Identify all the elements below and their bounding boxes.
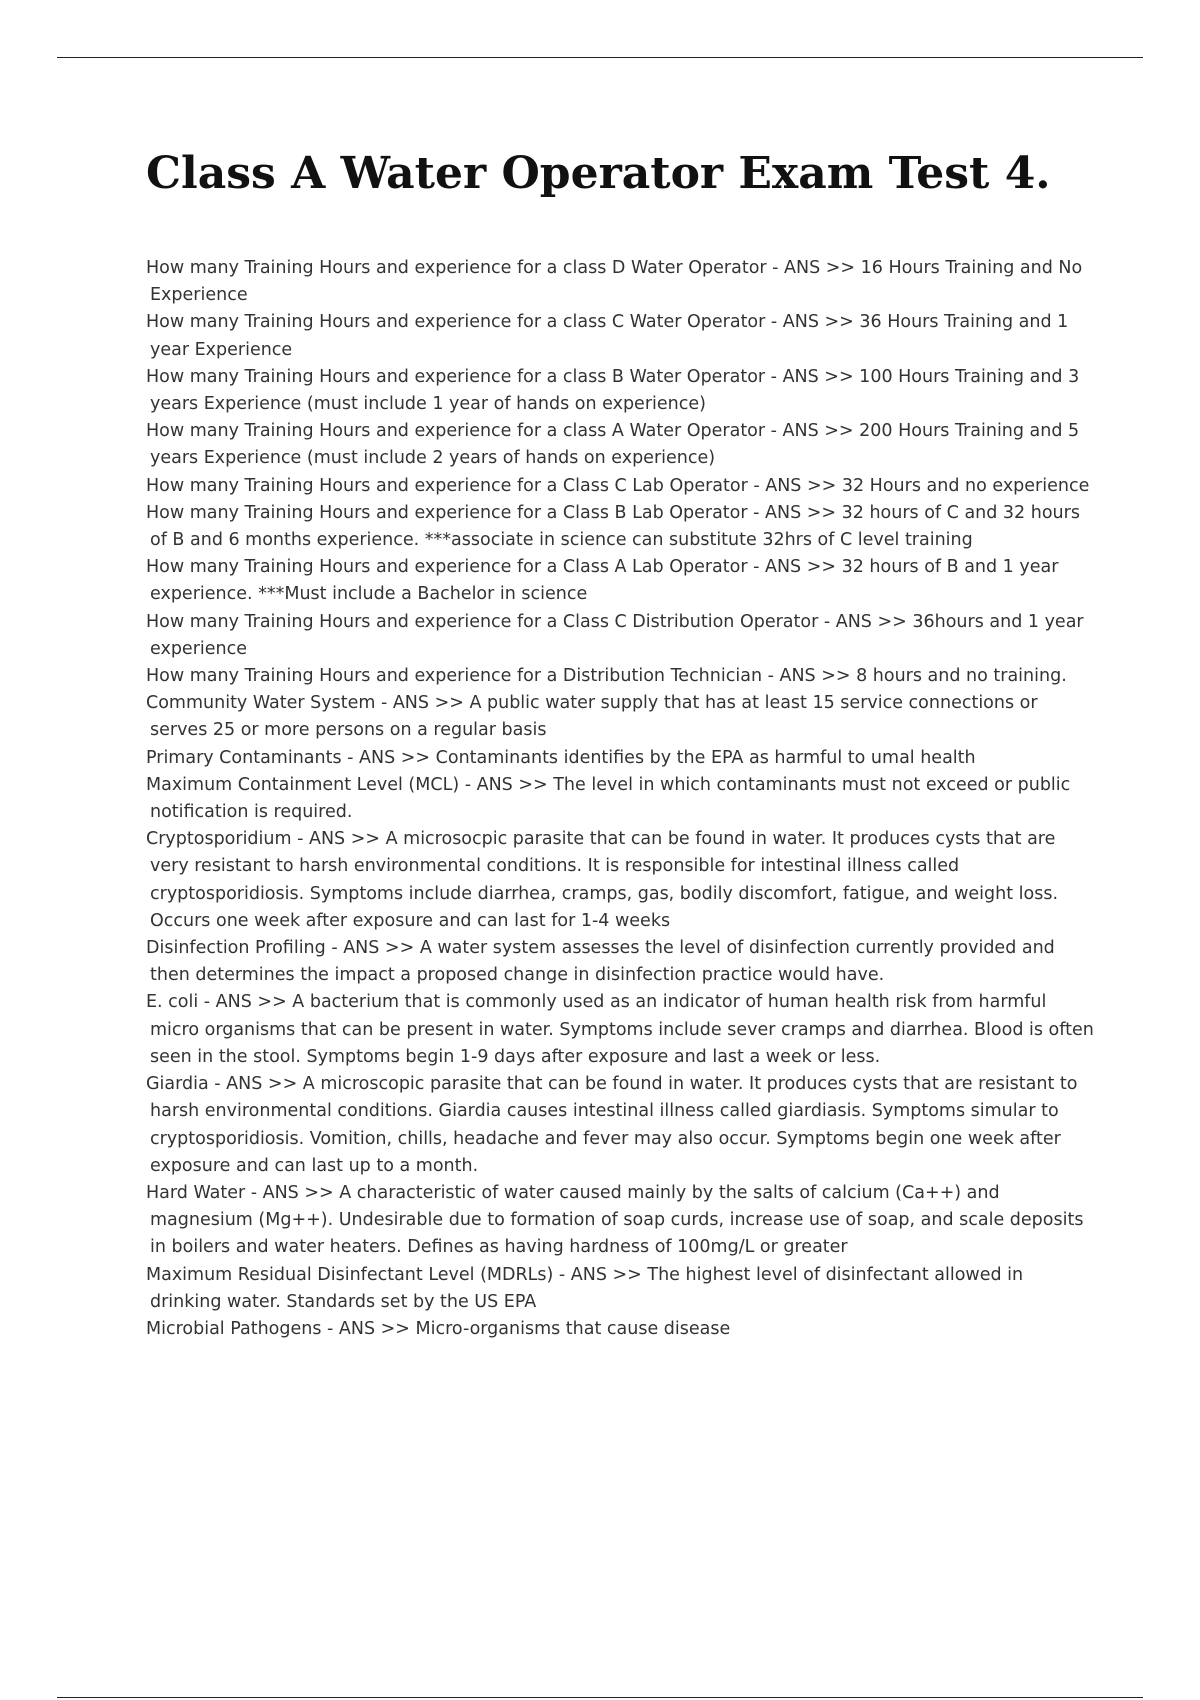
qa-entry: E. coli - ANS >> A bacterium that is commonly used as an indicator of human health risk from harmful micro organisms that can be present in water. Symptoms include sever cramps and diarrhea. Blood is often seen in the stool. Symptoms begin 1-9 days after exposure and last a week or less.	[146, 992, 1094, 1067]
qa-entry: Microbial Pathogens - ANS >> Micro-organisms that cause disease	[146, 1318, 731, 1339]
qa-entry: Community Water System - ANS >> A public water supply that has at least 15 service connections or serves 25 or more persons on a regular basis	[146, 693, 1038, 741]
qa-list	[146, 255, 1096, 1343]
qa-entry: How many Training Hours and experience for a Class B Lab Operator - ANS >> 32 hours of C and 32 hours of B and 6 months experience. ***associate in science can substitute 32hrs of C level training	[146, 502, 1080, 551]
qa-entry: How many Training Hours and experience for a class B Water Operator - ANS >> 100 Hours Training and 3 years Experience (must include 1 year of hands on experience)	[146, 366, 1080, 415]
qa-entry: How many Training Hours and experience for a Class A Lab Operator - ANS >> 32 hours of B and 1 year experience. ***Must include a Bachelor in science	[146, 557, 1059, 605]
page-title: Class A Water Operator Exam Test 4.	[146, 148, 1051, 199]
qa-entry: Hard Water - ANS >> A characteristic of water caused mainly by the salts of calcium (Ca++) and magnesium (Mg++). Undesirable due to formation of soap curds, increase use of soap, and scale deposits in boilers and water heaters. Defines as having hardness of 100mg/L or greater	[146, 1182, 1084, 1258]
bottom-divider	[57, 1697, 1143, 1698]
qa-entry: How many Training Hours and experience for a class C Water Operator - ANS >> 36 Hours Training and 1 year Experience	[146, 312, 1069, 360]
top-divider	[57, 57, 1143, 58]
qa-entry: How many Training Hours and experience for a Distribution Technician - ANS >> 8 hours and no training.	[146, 666, 1067, 687]
qa-entry: Maximum Residual Disinfectant Level (MDRLs) - ANS >> The highest level of disinfectant allowed in drinking water. Standards set by the US EPA	[146, 1264, 1024, 1312]
qa-entry: How many Training Hours and experience for a Class C Lab Operator - ANS >> 32 Hours and no experience	[146, 475, 1090, 496]
qa-entry: How many Training Hours and experience for a class A Water Operator - ANS >> 200 Hours Training and 5 years Experience (must include 2 years of hands on experience)	[146, 421, 1080, 469]
qa-entry: Cryptosporidium - ANS >> A microsocpic parasite that can be found in water. It produces cysts that are very resistant to harsh environmental conditions. It is responsible for intestinal illness called cryptosporidiosis. Symptoms include diarrhea, cramps, gas, bodily discomfort, fatigue, and weight loss. Occurs one week after exposure and can last for 1-4 weeks	[146, 829, 1059, 931]
qa-entry: How many Training Hours and experience for a Class C Distribution Operator - ANS >> 36hours and 1 year experience	[146, 611, 1084, 659]
qa-entry: Giardia - ANS >> A microscopic parasite that can be found in water. It produces cysts that are resistant to harsh environmental conditions. Giardia causes intestinal illness called giardiasis. Symptoms simular to cryptosporidiosis. Vomition, chills, headache and fever may also occur. Symptoms begin one week after exposure and can last up to a month.	[146, 1074, 1078, 1176]
qa-entry: Disinfection Profiling - ANS >> A water system assesses the level of disinfection currently provided and then determines the impact a proposed change in disinfection practice would have.	[146, 938, 1055, 986]
qa-entry: Maximum Containment Level (MCL) - ANS >> The level in which contaminants must not exceed or public notification is required.	[146, 774, 1071, 823]
qa-entry: How many Training Hours and experience for a class D Water Operator - ANS >> 16 Hours Training and No Experience	[146, 258, 1083, 306]
qa-entry: Primary Contaminants - ANS >> Contaminants identifies by the EPA as harmful to umal health	[146, 747, 976, 768]
